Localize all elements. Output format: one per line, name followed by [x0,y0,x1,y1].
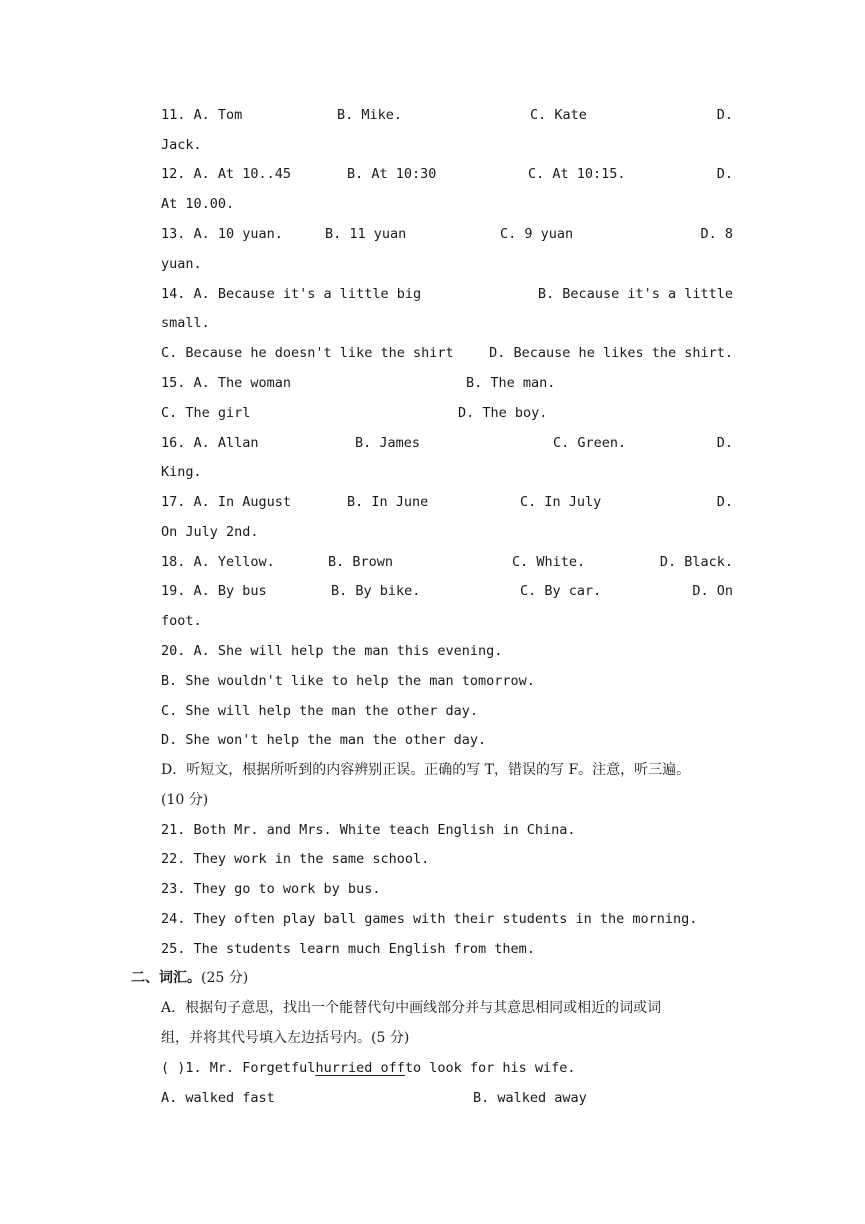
question-16 [161,428,733,458]
question-12 [161,159,733,189]
q16-option-d-cont: King. [161,464,202,480]
q17-option-c: C. In July [520,494,602,510]
q14-option-c: C. Because he doesn't like the shirt [161,345,454,361]
vocab-question-1-options [161,1083,733,1113]
q20-option-b: B. She wouldn't like to help the man tomorrow. [161,673,535,689]
q20-option-d: D. She won't help the man the other day. [161,732,487,748]
q18-option-c: C. White. [512,554,586,570]
section-d-score: (10 分) [161,792,209,808]
q12-option-c: C. At 10:15. [528,166,626,182]
tf-item-24: 24. They often play ball games with their students in the morning. [161,911,698,927]
part-2-instructions-line2: 组，并将其代号填入左边括号内。(5 分) [161,1030,410,1046]
question-11 [161,100,733,130]
q16-option-c: C. Green. [553,435,627,451]
part-2-score: (25 分) [201,970,249,986]
q14-option-a: 14. A. Because it's a little big [161,286,422,302]
q19-option-b: B. By bike. [331,583,421,599]
q18-option-a: 18. A. Yellow. [161,554,275,570]
q15-option-a: 15. A. The woman [161,375,292,391]
q12-option-a: 12. A. At 10..45 [161,166,292,182]
tf-item-25: 25. The students learn much English from them. [161,941,535,957]
tf-item-23: 23. They go to work by bus. [161,881,381,897]
q13-option-b: B. 11 yuan [325,226,407,242]
q17-option-a: 17. A. In August [161,494,292,510]
section-d-instructions: D．听短文，根据所听到的内容辨别正误。正确的写 T，错误的写 F。注意，听三遍。 [161,762,691,778]
q15-option-c: C. The girl [161,405,251,421]
q17-option-d: D. [716,494,733,510]
q12-option-b: B. At 10:30 [347,166,437,182]
question-14 [161,279,733,309]
q13-option-a: 13. A. 10 yuan. [161,226,283,242]
question-13 [161,219,733,249]
part-2-heading [131,963,703,993]
q15-option-d: D. The boy. [458,405,548,421]
q13-option-c: C. 9 yuan [500,226,574,242]
tf-item-22: 22. They work in the same school. [161,851,430,867]
question-18 [161,547,733,577]
q12-option-d: D. [716,166,733,182]
q11-option-d: D. [716,107,733,123]
q15-option-b: B. The man. [466,375,556,391]
q17-option-b: B. In June [347,494,429,510]
q19-option-a: 19. A. By bus [161,583,267,599]
q17-option-d-cont: On July 2nd. [161,524,259,540]
underlined-phrase: hurried off [315,1060,405,1076]
question-14-cd [161,338,733,368]
q13-option-d-cont: yuan. [161,256,202,272]
q12-option-d-cont: At 10.00. [161,196,235,212]
question-17 [161,487,733,517]
answer-bracket: ( )1. Mr. Forgetful [161,1060,316,1076]
vocab-question-1-rest: to look for his wife. [404,1060,576,1076]
vocab-q1-option-b: B. walked away [473,1090,587,1106]
part-2-instructions-line1: A．根据句子意思，找出一个能替代句中画线部分并与其意思相同或相近的词或词 [161,1000,662,1016]
q14-option-b-cont: small. [161,315,210,331]
q20-option-c: C. She will help the man the other day. [161,703,478,719]
q13-option-d: D. 8 [700,226,733,242]
question-19 [161,576,733,606]
q18-option-d: D. Black. [659,554,733,570]
q11-option-b: B. Mike. [337,107,403,123]
q16-option-d: D. [716,435,733,451]
q14-option-b: B. Because it's a little [537,286,733,302]
q11-option-a: 11. A. Tom [161,107,243,123]
q14-option-d: D. Because he likes the shirt. [489,345,733,361]
tf-item-21: 21. Both Mr. and Mrs. White teach English in China. [161,822,576,838]
question-15-cd [161,398,733,428]
q19-option-d: D. On [692,583,733,599]
q19-option-d-cont: foot. [161,613,202,629]
q18-option-b: B. Brown [328,554,394,570]
part-2-title: 二、词汇。 [131,970,201,986]
question-15 [161,368,733,398]
q16-option-a: 16. A. Allan [161,435,259,451]
vocab-q1-option-a: A. walked fast [161,1090,275,1106]
vocab-question-1 [161,1053,733,1083]
q11-option-c: C. Kate [530,107,587,123]
q20-option-a: 20. A. She will help the man this evening. [161,643,503,659]
q19-option-c: C. By car. [520,583,602,599]
q16-option-b: B. James [355,435,421,451]
q11-option-d-cont: Jack. [161,137,202,153]
